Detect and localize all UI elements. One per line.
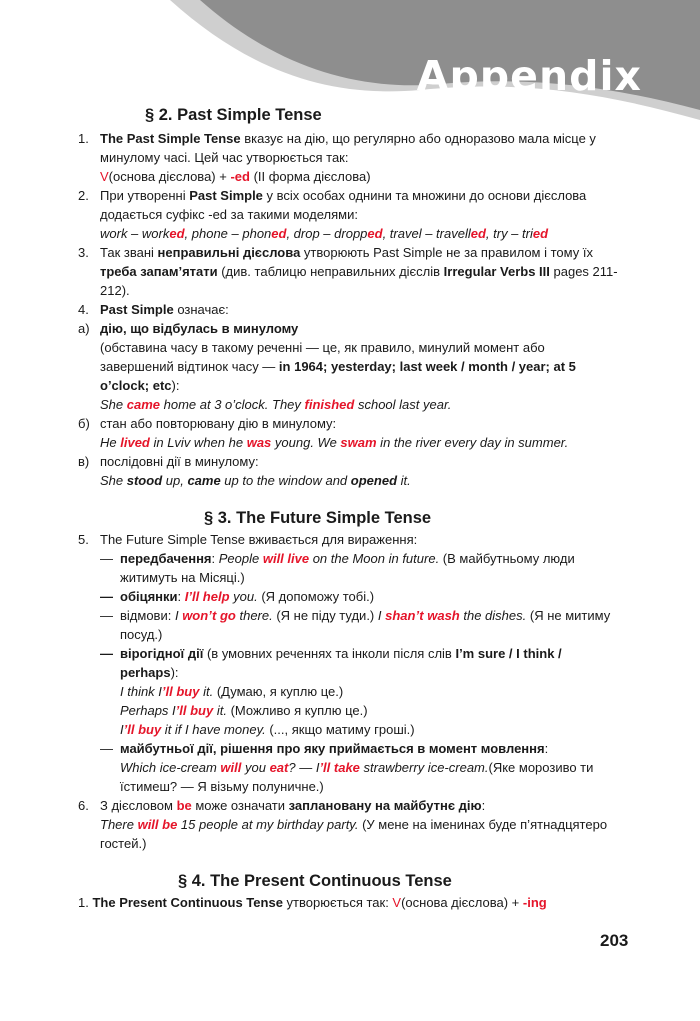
item-number: 3. — [78, 245, 89, 260]
dash-item-prediction: — передбачення: People will live on the Moon in future. (В майбутньому люди житимуть на Місяці.) — [100, 551, 575, 585]
item-number: 6. — [78, 798, 89, 813]
term: обіцянки — [120, 589, 178, 604]
dash-item-promise: — обіцянки: I’ll help you. (Я допоможу тобі.) — [100, 589, 375, 604]
list-item-2 — [78, 186, 618, 243]
example: work – worked, phone – phoned, drop – dropped, travel – travelled, try – tried — [100, 226, 549, 241]
example: Which ice-cream will you eat? — I’ll take strawberry ice-cream.(Яке морозиво ти їстимеш? — Я візьму полуничне.) — [120, 760, 594, 794]
text: у всіх особах однини та множини до основи дієслова додається суфікс -ed за такими моделями: — [100, 188, 587, 222]
list-item-1 — [78, 129, 618, 186]
formula-v: V — [100, 169, 109, 184]
item-number: 2. — [78, 188, 89, 203]
page-number: 203 — [600, 931, 629, 950]
example: Perhaps I’ll buy it. (Можливо я куплю це.) — [120, 703, 368, 718]
section-4-title: § 4. The Present Continuous Tense — [178, 872, 452, 890]
term: Past Simple — [189, 188, 263, 203]
term: заплановану на майбутнє дію — [288, 798, 482, 813]
term: майбутньої дії, рішення про яку приймається в момент мовлення — [120, 741, 545, 756]
term: The Past Simple Tense — [100, 131, 241, 146]
list-item-6: 6. З дієсловом be може означати заплановану на майбутнє дію: There will be 15 people at my birthday party. (У мене на іменинах буде п’ятнадцятеро гостей.) — [78, 798, 608, 851]
example: He lived in Lviv when he was young. We swam in the river every day in summer. — [100, 435, 569, 450]
example: I think I’ll buy it. (Думаю, я куплю це.) — [120, 684, 344, 699]
page-content — [78, 104, 618, 912]
list-item-4: 4. Past Simple означає: — [78, 302, 229, 317]
term: in 1964; yesterday; last week / month / year; at 5 o’clock; etc — [100, 359, 576, 393]
example: She stood up, came up to the window and opened it. — [100, 473, 411, 488]
list-item-5: 5. The Future Simple Tense вживається для вираження: — [78, 532, 418, 547]
text: (основа дієслова) + — [108, 169, 231, 184]
term: The Present Continuous Tense — [92, 895, 283, 910]
item-number: 1. — [78, 131, 89, 146]
sub-item-b: б) стан або повторювану дію в минулому: He lived in Lviv when he was young. We swam in the river every day in summer. — [78, 416, 569, 450]
appendix-title: Appendix — [416, 52, 642, 100]
item-marker: б) — [78, 416, 90, 431]
term: дію, що відбулась в минулому — [100, 321, 299, 336]
item-number: 4. — [78, 302, 89, 317]
term: Past Simple — [100, 302, 174, 317]
text: вказує на дію, що регулярно або одноразово мала місце у минулому часі. Цей час утворюється так: — [100, 131, 596, 165]
dash-item-refusal: — відмови: I won’t go there. (Я не піду туди.) I shan’t wash the dishes. (Я не митиму посуд.) — [100, 608, 611, 642]
term: вірогідної дії — [120, 646, 204, 661]
formula-suffix: -ed — [230, 169, 250, 184]
term: передбачення — [120, 551, 212, 566]
term: неправильні дієслова — [157, 245, 301, 260]
item-marker: в) — [78, 454, 90, 469]
sub-item-a: а) дію, що відбулась в минулому (обставина часу в такому реченні — це, як правило, минулий момент або завершений відтинок часу — in 1964; yesterday; last week / month / year; at 5 o’clock; etc): She came home at 3 o’clock. They finished school last year. — [78, 321, 576, 412]
example: I’ll buy it if I have money. (..., якщо матиму гроші.) — [120, 722, 415, 737]
example: She came home at 3 o’clock. They finished school last year. — [100, 397, 452, 412]
item-marker: а) — [78, 321, 90, 336]
list-item-3: 3. Так звані неправильні дієслова утворюють Past Simple не за правилом і тому їх треба запам’ятати (див. таблицю неправильних дієслів Irregular Verbs III pages 211-212). — [78, 245, 618, 298]
item-number: 5. — [78, 532, 89, 547]
term: треба запам’ятати — [100, 264, 218, 279]
section-3-title: § 3. The Future Simple Tense — [204, 509, 432, 527]
example: There will be 15 people at my birthday party. — [100, 817, 359, 832]
term: Irregular Verbs III — [443, 264, 550, 279]
text: (II форма дієслова) — [249, 169, 371, 184]
text: При утворенні — [100, 188, 190, 203]
section-2-title: § 2. Past Simple Tense — [145, 106, 322, 124]
list-item-s4-1: 1. The Present Continuous Tense утворюється так: V(основа дієслова) + -ing — [78, 895, 547, 910]
dash-item-decision: — майбутньої дії, рішення про яку приймається в момент мовлення: — [100, 741, 549, 756]
sub-item-v: в) послідовні дії в минулому: She stood up, came up to the window and opened it. — [78, 454, 411, 488]
dash-item-probable: — вірогідної дії (в умовних реченнях та інколи після слів I’m sure / I think / perhaps): — [100, 646, 562, 680]
